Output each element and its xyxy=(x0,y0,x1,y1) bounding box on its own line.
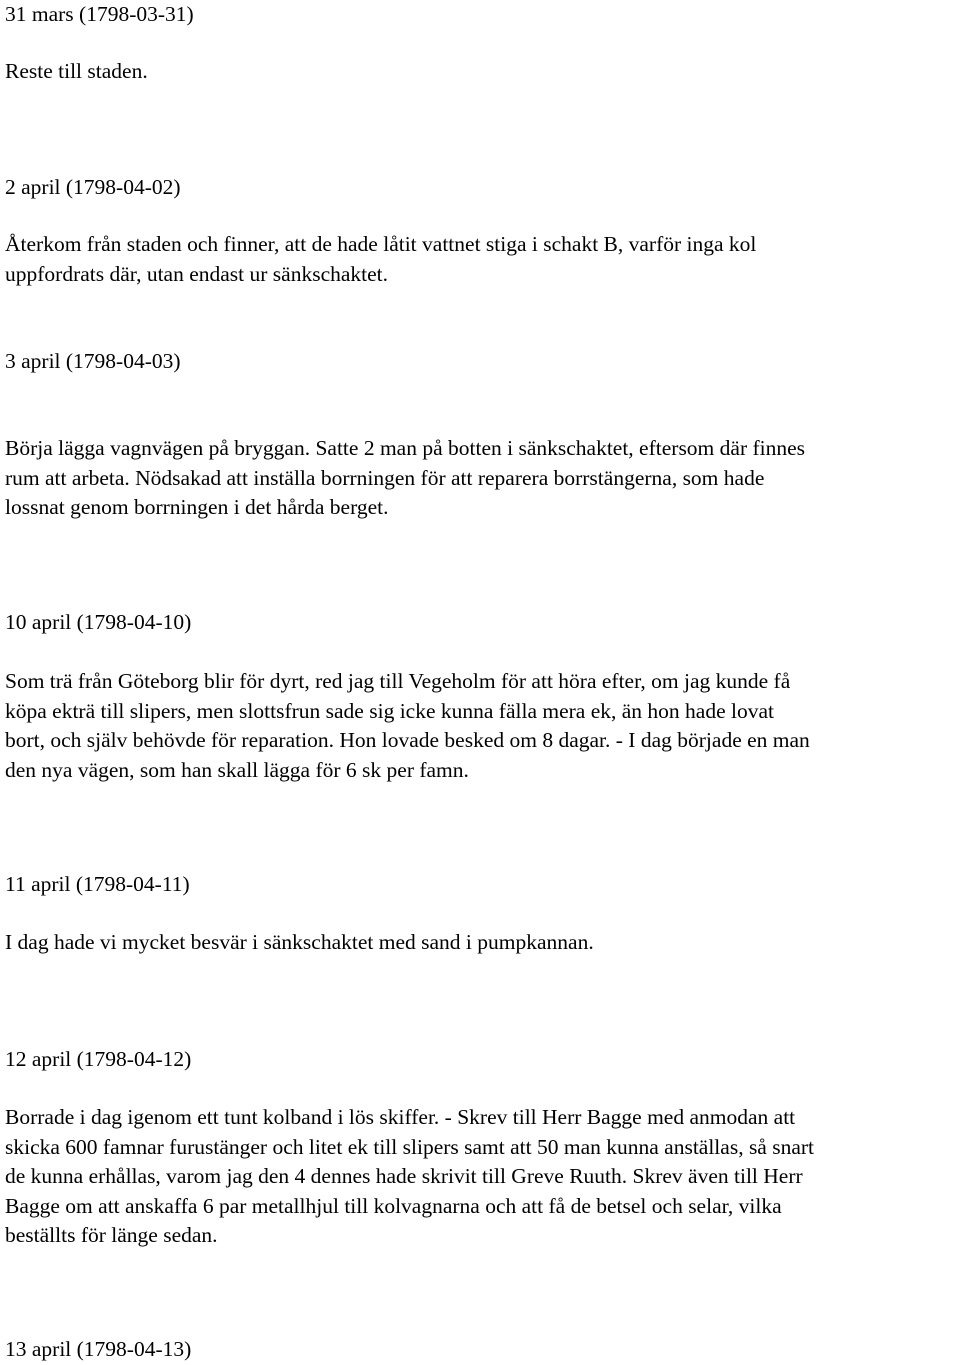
entry-line: rum att arbeta. Nödsakad att inställa borrningen för att reparera borrstängerna, som hade xyxy=(5,465,765,490)
entry-line: Borrade i dag igenom ett tunt kolband i lös skiffer. - Skrev till Herr Bagge med anmodan att xyxy=(5,1105,796,1129)
entry-date: 12 april (1798-04-12) xyxy=(5,1047,192,1071)
entry-line: de kunna erhållas, varom jag den 4 dennes hade skrivit till Greve Ruuth. Skrev även till Herr xyxy=(5,1164,803,1188)
entry-line: bort, och själv behövde för reparation. Hon lovade besked om 8 dagar. - I dag började en man xyxy=(5,728,810,752)
entry-line: Börja lägga vagnvägen på bryggan. Satte 2 man på botten i sänkschaktet, eftersom där finnes xyxy=(5,436,806,460)
entry-line: Som trä från Göteborg blir för dyrt, red jag till Vegeholm för att höra efter, om jag kunde få xyxy=(5,669,791,693)
entry-line: uppfordrats där, utan endast ur sänkschaktet. xyxy=(5,261,389,286)
entry-body xyxy=(5,928,594,958)
entry-line: beställts för länge sedan. xyxy=(5,1223,218,1247)
entry-line: Återkom från staden och finner, att de hade låtit vattnet stiga i schakt B, varför inga kol xyxy=(5,232,757,256)
entry-line: köpa ekträ till slipers, men slottsfrun sade sig icke kunna fälla mera ek, än hon hade lovat xyxy=(5,698,774,723)
entry-date: 3 april (1798-04-03) xyxy=(5,349,181,373)
entry-date: 10 april (1798-04-10) xyxy=(5,610,192,634)
entry-line: Bagge om att anskaffa 6 par metallhjul till kolvagnarna och att få de betsel och selar, vilka xyxy=(5,1193,782,1218)
entry-body xyxy=(5,230,756,289)
entry-body xyxy=(5,434,805,523)
entry-line: den nya vägen, som han skall lägga för 6 sk per famn. xyxy=(5,757,469,782)
entry-body xyxy=(5,57,148,87)
entry-line: skicka 600 famnar furustänger och litet ek till slipers samt att 50 man kunna anställas, så snart xyxy=(5,1134,815,1159)
entry-body xyxy=(5,1103,814,1251)
entry-date: 11 april (1798-04-11) xyxy=(5,872,190,896)
entry-line: Reste till staden. xyxy=(5,59,148,83)
entry-body xyxy=(5,667,810,785)
entry-line: I dag hade vi mycket besvär i sänkschaktet med sand i pumpkannan. xyxy=(5,930,594,954)
entry-date: 13 april (1798-04-13) xyxy=(5,1337,192,1361)
entry-date: 2 april (1798-04-02) xyxy=(5,175,181,199)
entry-line: lossnat genom borrningen i det hårda berget. xyxy=(5,495,389,519)
entry-date: 31 mars (1798-03-31) xyxy=(5,2,194,26)
